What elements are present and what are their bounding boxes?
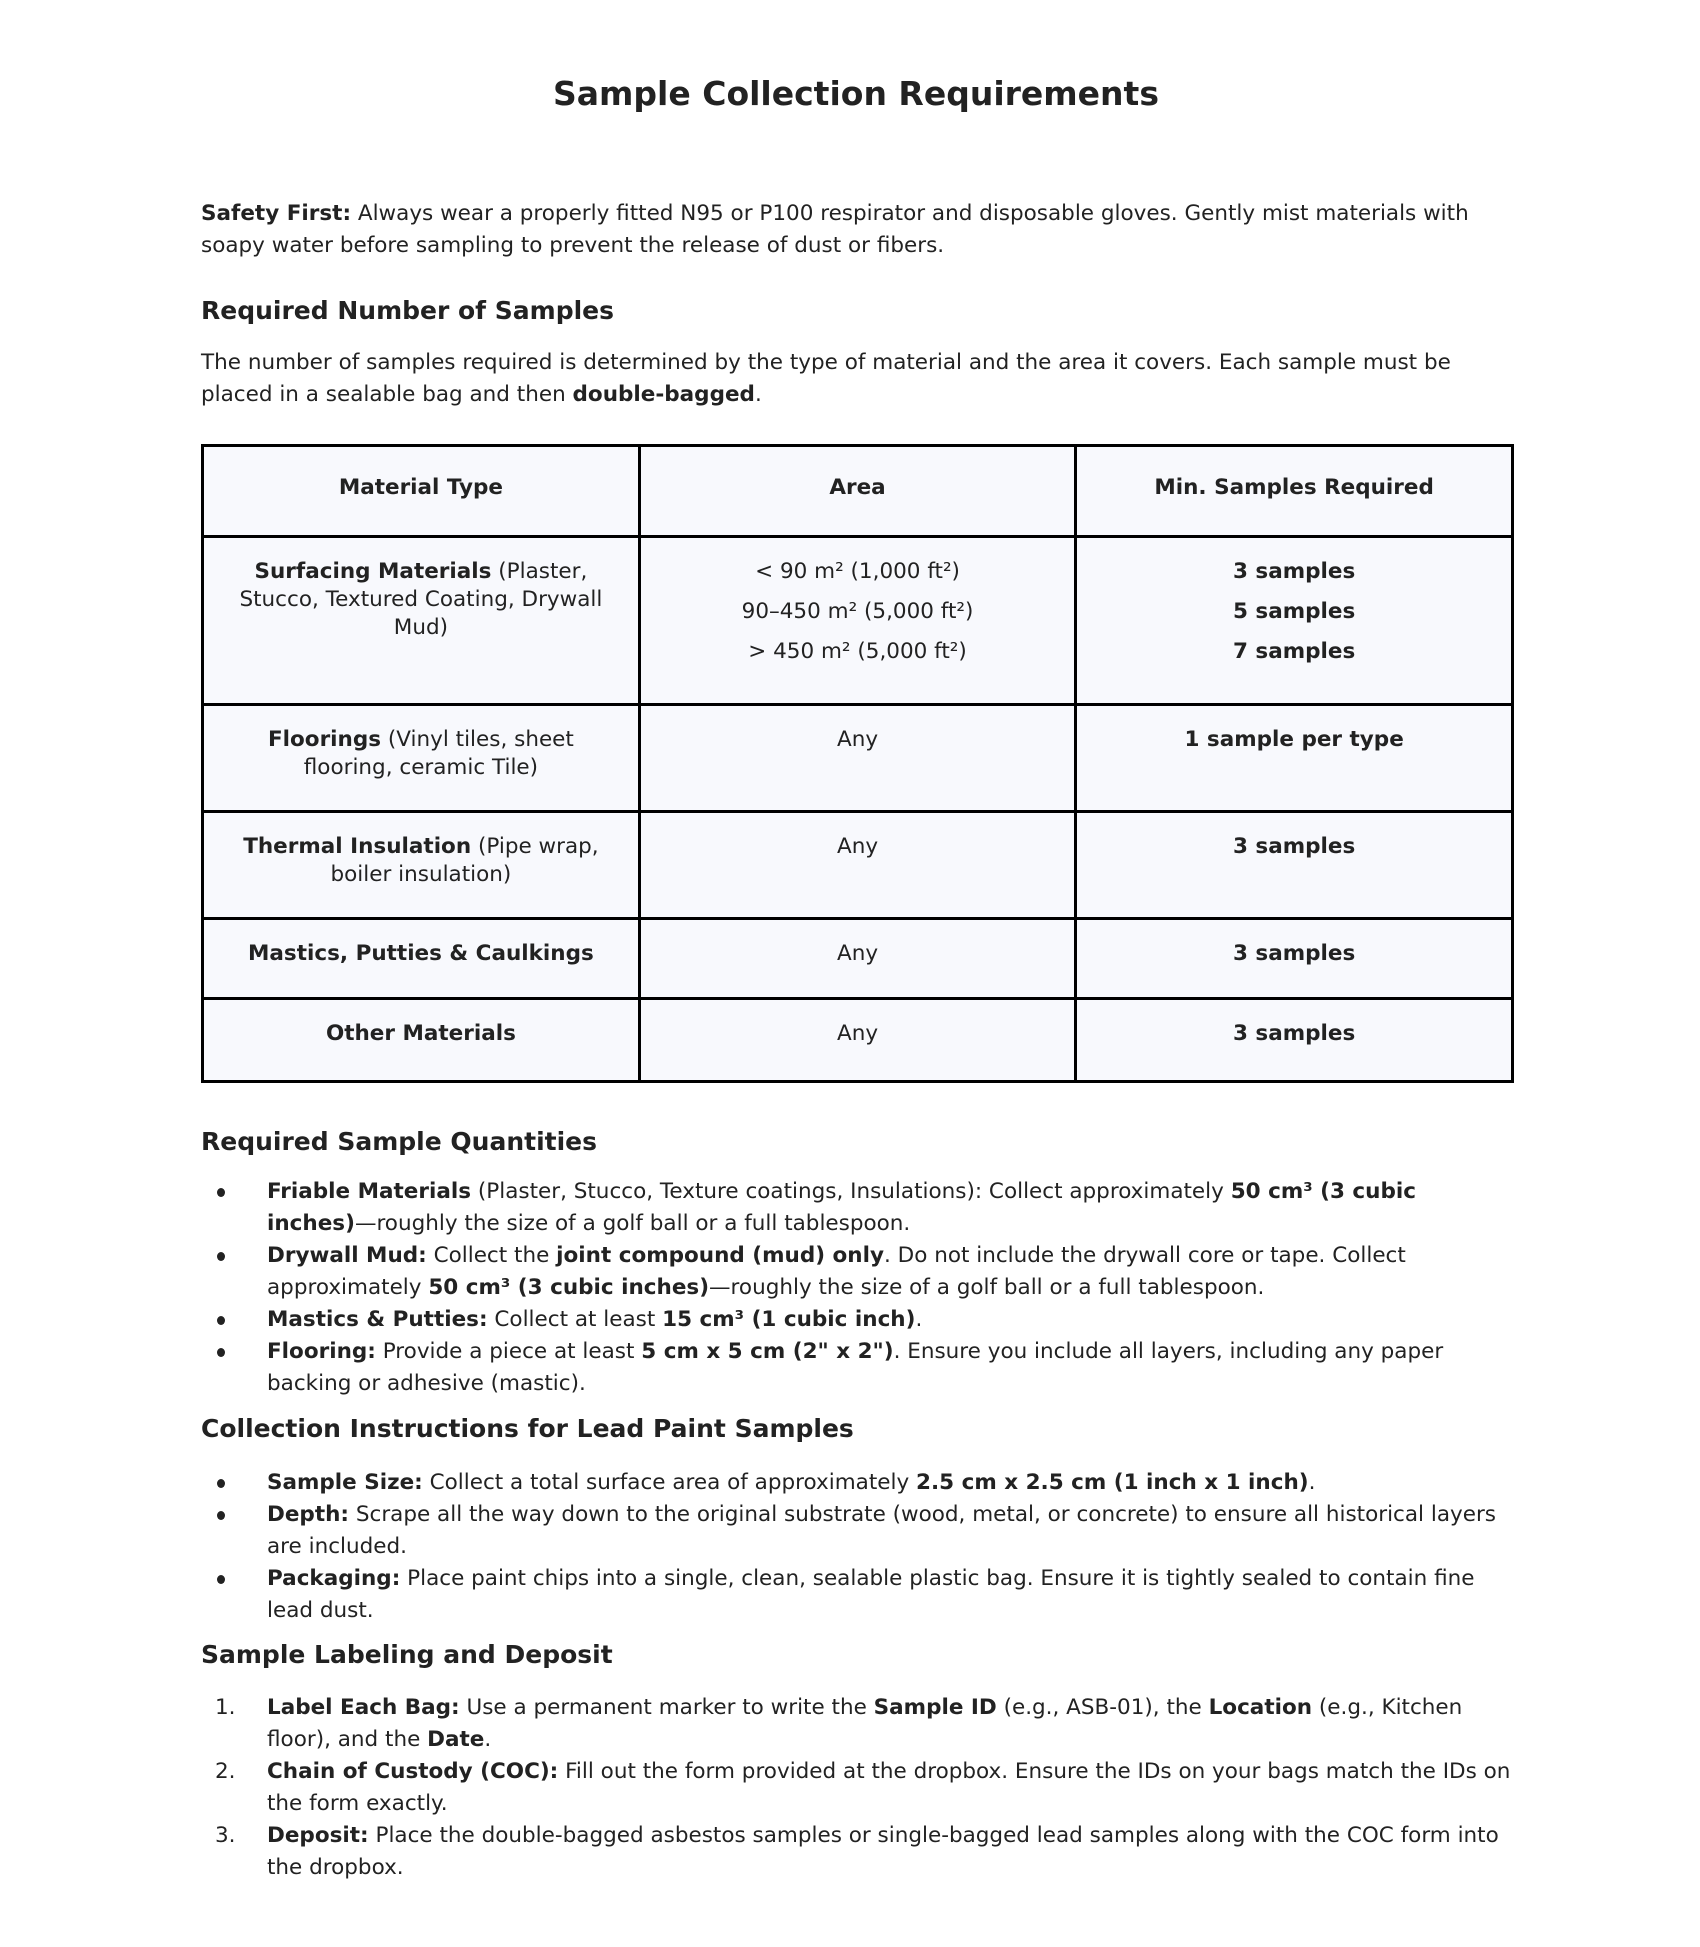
- cell-material: [203, 537, 640, 705]
- item-text: —roughly the size of a golf ball or a full tablespoon.: [354, 1211, 911, 1236]
- intro-bold: double-bagged: [572, 382, 755, 407]
- list-item: [201, 1692, 1511, 1756]
- item-label: Chain of Custody (COC):: [267, 1759, 559, 1784]
- material-note: (Vinyl tiles, sheet flooring, ceramic Tile): [303, 727, 574, 780]
- header-min-samples: Min. Samples Required: [1076, 446, 1513, 537]
- list-item: [201, 1467, 1511, 1499]
- item-text: Fill out the form provided at the dropbox. Ensure the IDs on your bags match the IDs on the form exactly.: [267, 1759, 1511, 1816]
- list-number: 2.: [215, 1759, 236, 1784]
- intro-text: The number of samples required is determined by the type of material and the area it covers. Each sample must be placed in a sealable bag and then: [201, 350, 1451, 407]
- cell-material: [203, 812, 640, 919]
- item-label: Packaging:: [267, 1566, 401, 1591]
- cell-area: Any: [639, 999, 1075, 1082]
- samples-value: 3 samples: [1232, 559, 1356, 584]
- cell-material: [203, 919, 640, 999]
- list-item: [201, 1304, 1511, 1336]
- item-text: Provide a piece at least: [375, 1339, 642, 1364]
- cell-samples: 3 samples: [1076, 919, 1513, 999]
- intro-end: .: [754, 382, 762, 407]
- bullet-icon: [217, 1252, 225, 1261]
- samples-value: 5 samples: [1232, 599, 1356, 624]
- item-text: (e.g., Kitchen floor), and the: [267, 1695, 1463, 1752]
- item-label: Deposit:: [267, 1823, 369, 1848]
- required-number-intro: [201, 347, 1511, 411]
- cell-material: [203, 705, 640, 812]
- item-text: Use a permanent marker to write the: [459, 1695, 874, 1720]
- material-name: Mastics, Putties & Caulkings: [248, 941, 594, 966]
- item-text: .: [1308, 1470, 1316, 1495]
- samples-value: 7 samples: [1232, 639, 1356, 664]
- item-text: Collect the: [426, 1243, 557, 1268]
- page-title: Sample Collection Requirements: [553, 74, 1159, 113]
- cell-samples: 3 samples: [1076, 812, 1513, 919]
- table-row: [203, 999, 1513, 1082]
- material-note: (Plaster, Stucco, Textured Coating, Drywall Mud): [239, 559, 603, 640]
- table-row: [203, 812, 1513, 919]
- item-text: Place paint chips into a single, clean, sealable plastic bag. Ensure it is tightly sealed to contain fine lead dust.: [267, 1566, 1475, 1623]
- item-bold: 2.5 cm x 2.5 cm (1 inch x 1 inch): [916, 1470, 1309, 1495]
- bullet-icon: [217, 1188, 225, 1197]
- area-value: 90–450 m² (5,000 ft²): [741, 599, 974, 624]
- cell-material: [203, 999, 640, 1082]
- heading-required-number: Required Number of Samples: [201, 296, 614, 325]
- bullet-icon: [217, 1575, 225, 1584]
- area-value: < 90 m² (1,000 ft²): [755, 559, 960, 584]
- cell-samples: [1076, 537, 1513, 705]
- list-item: [201, 1336, 1511, 1400]
- cell-samples: 3 samples: [1076, 999, 1513, 1082]
- header-material-type: Material Type: [203, 446, 640, 537]
- heading-sample-quantities: Required Sample Quantities: [201, 1127, 597, 1156]
- material-note: (Pipe wrap, boiler insulation): [330, 834, 599, 887]
- item-text: —roughly the size of a golf ball or a full tablespoon.: [709, 1275, 1265, 1300]
- bullet-icon: [217, 1348, 225, 1357]
- item-label: Depth:: [267, 1502, 350, 1527]
- cell-area: Any: [639, 812, 1075, 919]
- header-area: Area: [639, 446, 1075, 537]
- item-text: (Plaster, Stucco, Texture coatings, Insulations): Collect approximately: [471, 1179, 1231, 1204]
- item-text: . Do not include the drywall core or tape. Collect approximately: [267, 1243, 1406, 1300]
- item-bold: Location: [1208, 1695, 1313, 1720]
- item-label: Friable Materials: [267, 1179, 472, 1204]
- item-bold: joint compound (mud) only: [556, 1243, 884, 1268]
- cell-area: Any: [639, 705, 1075, 812]
- item-label: Mastics & Putties:: [267, 1307, 488, 1332]
- bullet-icon: [217, 1479, 225, 1488]
- list-item: [201, 1756, 1511, 1820]
- item-bold: 50 cm³ (3 cubic inches): [428, 1275, 710, 1300]
- item-bold: 5 cm x 5 cm (2" x 2"): [641, 1339, 894, 1364]
- list-item: [201, 1820, 1511, 1884]
- safety-note: [201, 198, 1511, 262]
- material-name: Floorings: [267, 727, 382, 752]
- item-label: Label Each Bag:: [267, 1695, 460, 1720]
- list-item: [201, 1499, 1511, 1563]
- item-bold: 50 cm³ (3 cubic inches): [267, 1179, 1416, 1236]
- list-number: 3.: [215, 1823, 236, 1848]
- item-text: Collect at least: [487, 1307, 663, 1332]
- cell-area: [639, 537, 1075, 705]
- heading-lead-paint: Collection Instructions for Lead Paint Samples: [201, 1414, 854, 1443]
- bullet-icon: [217, 1511, 225, 1520]
- item-text: .: [915, 1307, 923, 1332]
- item-text: (e.g., ASB-01), the: [996, 1695, 1209, 1720]
- item-bold: Date: [427, 1727, 485, 1752]
- safety-label: Safety First:: [201, 201, 352, 226]
- item-label: Sample Size:: [267, 1470, 423, 1495]
- sample-requirements-table: [201, 444, 1514, 1083]
- list-item: [201, 1176, 1511, 1240]
- table-row: [203, 537, 1513, 705]
- area-value: > 450 m² (5,000 ft²): [748, 639, 967, 664]
- item-label: Flooring:: [267, 1339, 376, 1364]
- item-text: Collect a total surface area of approximately: [422, 1470, 917, 1495]
- material-name: Thermal Insulation: [243, 834, 472, 859]
- item-text: .: [484, 1727, 492, 1752]
- material-name: Other Materials: [325, 1021, 516, 1046]
- lead-paint-list: [201, 1467, 1511, 1627]
- item-label: Drywall Mud:: [267, 1243, 427, 1268]
- list-item: [201, 1563, 1511, 1627]
- table-row: [203, 919, 1513, 999]
- labeling-list: [201, 1692, 1511, 1884]
- item-text: . Ensure you include all layers, including any paper backing or adhesive (mastic).: [267, 1339, 1444, 1396]
- material-name: Surfacing Materials: [254, 559, 492, 584]
- item-text: Place the double-bagged asbestos samples or single-bagged lead samples along with the COC form into the dropbox.: [267, 1823, 1499, 1880]
- list-item: [201, 1240, 1511, 1304]
- list-number: 1.: [215, 1695, 236, 1720]
- table-header-row: [203, 446, 1513, 537]
- cell-area: Any: [639, 919, 1075, 999]
- safety-text: Always wear a properly fitted N95 or P100 respirator and disposable gloves. Gently mist materials with soapy water before sampling to prevent the release of dust or fibers.: [201, 201, 1469, 258]
- cell-samples: 1 sample per type: [1076, 705, 1513, 812]
- heading-labeling-deposit: Sample Labeling and Deposit: [201, 1640, 613, 1669]
- item-text: Scrape all the way down to the original substrate (wood, metal, or concrete) to ensure all historical layers are included.: [267, 1502, 1496, 1559]
- item-bold: 15 cm³ (1 cubic inch): [662, 1307, 916, 1332]
- quantities-list: [201, 1176, 1511, 1400]
- table-row: [203, 705, 1513, 812]
- bullet-icon: [217, 1316, 225, 1325]
- item-bold: Sample ID: [873, 1695, 997, 1720]
